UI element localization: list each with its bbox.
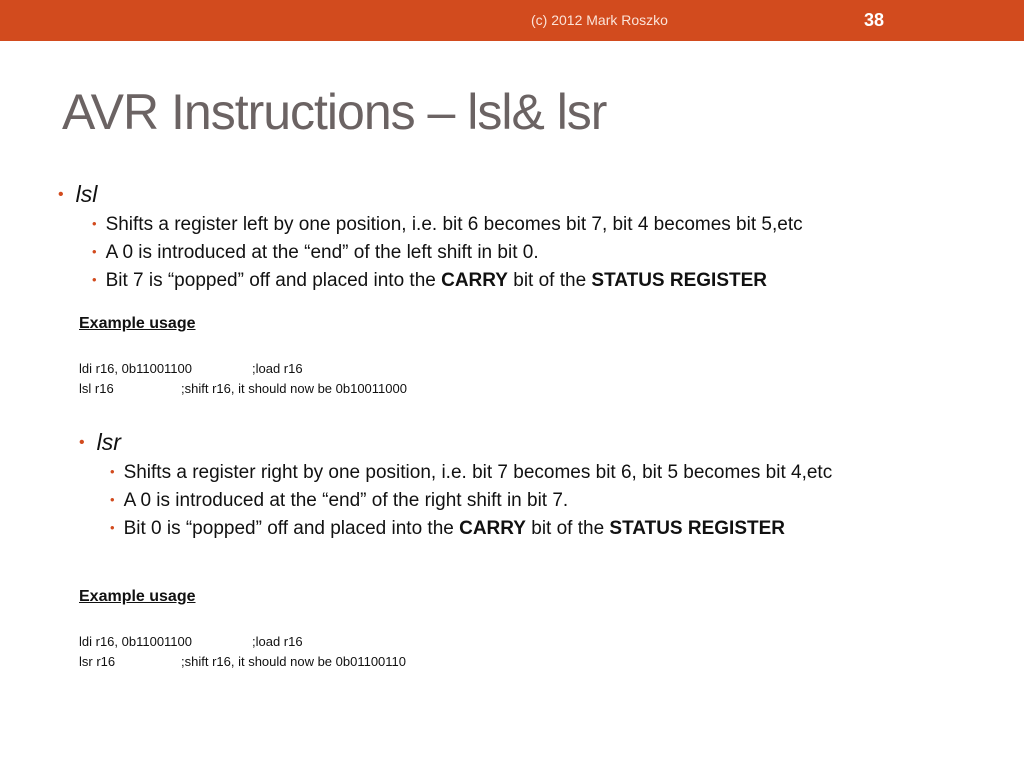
code-line-comment: ;load r16 <box>252 361 303 376</box>
carry-label: CARRY <box>459 518 526 539</box>
lsr-sub-list <box>110 459 832 543</box>
code-line-comment: ;shift r16, it should now be 0b01100110 <box>181 654 407 669</box>
bullet-lsr-label: lsr <box>96 429 121 455</box>
list-item-text: Shifts a register left by one position, i.e. bit 6 becomes bit 7, bit 4 becomes bit 5,etc <box>105 214 803 235</box>
code-line-instr: ldi r16, 0b11001100 <box>79 361 193 376</box>
list-item: • Shifts a register right by one position, i.e. bit 7 becomes bit 6, bit 5 becomes bit 4,etc <box>110 462 833 483</box>
list-item: • Bit 0 is “popped” off and placed into the CARRY bit of the STATUS REGISTER <box>110 518 786 539</box>
header-bar <box>0 0 1024 41</box>
code-line-comment: ;shift r16, it should now be 0b10011000 <box>181 381 407 396</box>
list-item-text: A 0 is introduced at the “end” of the left shift in bit 0. <box>105 242 539 263</box>
status-register-label: STATUS REGISTER <box>591 270 768 291</box>
code-line-comment: ;load r16 <box>252 634 303 649</box>
bullet-dot: • <box>79 434 85 451</box>
bullet-lsr <box>79 429 121 456</box>
list-item-text: A 0 is introduced at the “end” of the right shift in bit 7. <box>123 490 569 511</box>
list-item-text: bit of the <box>525 518 610 539</box>
status-register-label: STATUS REGISTER <box>609 518 786 539</box>
carry-label: CARRY <box>441 270 508 291</box>
list-item-text: Bit 0 is “popped” off and placed into the <box>123 518 460 539</box>
list-item: • A 0 is introduced at the “end” of the right shift in bit 7. <box>110 490 569 511</box>
list-item: • Shifts a register left by one position, i.e. bit 6 becomes bit 7, bit 4 becomes bit 5,etc <box>92 214 803 235</box>
bullet-lsl-label: lsl <box>75 181 98 207</box>
copyright-text: (c) 2012 Mark Roszko <box>531 12 668 28</box>
example-heading-lsl: Example usage <box>79 315 196 332</box>
lsl-sub-list <box>92 211 803 295</box>
slide-number: 38 <box>864 10 885 30</box>
code-line-instr: lsr r16 <box>79 654 116 669</box>
bullet-lsl <box>58 181 97 208</box>
code-line-instr: lsl r16 <box>79 381 114 396</box>
example-heading-lsr: Example usage <box>79 588 196 605</box>
code-line-instr: ldi r16, 0b11001100 <box>79 634 193 649</box>
list-item: • A 0 is introduced at the “end” of the left shift in bit 0. <box>92 242 539 263</box>
list-item-text: Shifts a register right by one position, i.e. bit 7 becomes bit 6, bit 5 becomes bit 4,etc <box>123 462 833 483</box>
slide-title: AVR Instructions – lsl& lsr <box>62 84 607 140</box>
list-item-text: bit of the <box>507 270 592 291</box>
list-item-text: Bit 7 is “popped” off and placed into the <box>105 270 442 291</box>
list-item: • Bit 7 is “popped” off and placed into the CARRY bit of the STATUS REGISTER <box>92 270 768 291</box>
bullet-dot: • <box>58 186 64 203</box>
